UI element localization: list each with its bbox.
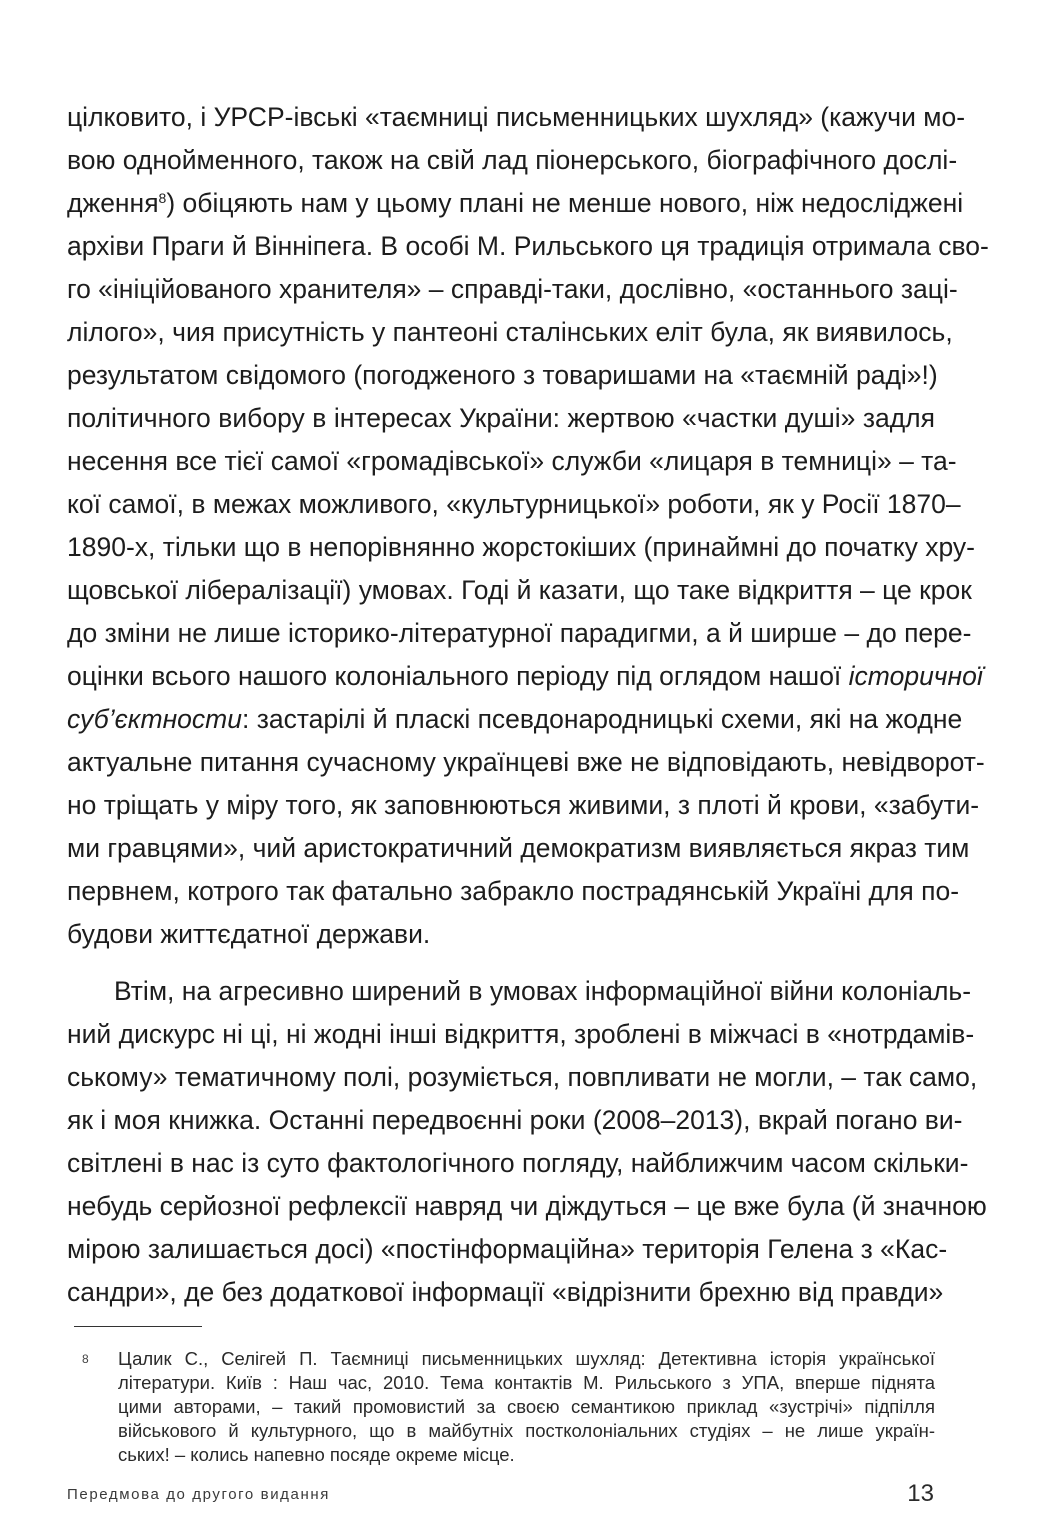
body-line: актуальне питання сучасному українцеві вже не відповідають, невідворот- [67, 747, 985, 777]
italic-emphasis: історичної [848, 661, 983, 691]
paragraph-line: світлені в нас із суто фактологічного погляду, найближчим часом скільки- [67, 1148, 969, 1178]
body-line: 1890-х, тільки що в непорівнянно жорстокіших (принаймні до початку хру- [67, 532, 975, 562]
body-line: політичного вибору в інтересах України: жертвою «частки душі» задля [67, 403, 935, 433]
footnote-line: ських! – колись напевно посяде окреме місце. [118, 1444, 515, 1465]
body-line: го «ініційованого хранителя» – справді-таки, дослівно, «останнього заці- [67, 274, 958, 304]
body-line-text: оцінки всього нашого колоніального періоду під оглядом нашої [67, 661, 849, 691]
body-line [67, 702, 963, 736]
body-line: вою однойменного, також на свій лад піонерського, біографічного дослі- [67, 145, 958, 175]
body-line: несення все тієї самої «громадівської» служби «лицаря в темниці» – та- [67, 446, 957, 476]
page-number: 13 [907, 1480, 934, 1507]
body-line: но тріщать у міру того, як заповнюються живими, з плоті й крови, «забути- [67, 790, 980, 820]
body-line: цілковито, і УРСР-івські «таємниці письменницьких шухляд» (кажучи мо- [67, 102, 966, 132]
footnote-line: військового й культурного, що в майбутніх постколоніальних студіях – не лише україн- [118, 1420, 935, 1441]
footnote-line: Цалик С., Селігей П. Таємниці письменницьких шухляд: Детективна історія української [118, 1348, 935, 1369]
paragraph-line: мірою залишається досі) «постінформаційна» територія Гелена з «Кас- [67, 1234, 948, 1264]
body-line [67, 659, 983, 693]
body-line: результатом свідомого (погодженого з товаришами на «таємній раді»!) [67, 360, 938, 390]
body-line: лілого», чия присутність у пантеоні сталінських еліт була, як виявилось, [67, 317, 953, 347]
footnote-line: літератури. Київ : Наш час, 2010. Тема контактів М. Рильського з УПА, вперше піднята [118, 1372, 935, 1393]
body-line: до зміни не лише історико-літературної парадигми, а й ширше – до пере- [67, 618, 972, 648]
body-line: архіви Праги й Вінніпега. В особі М. Рильського ця традиція отримала сво- [67, 231, 989, 261]
body-line-text: ) обіцяють нам у цьому плані не менше нового, ніж недосліджені [166, 188, 964, 218]
running-head: Передмова до другого видання [67, 1486, 330, 1503]
paragraph-line: небудь серйозної рефлексії навряд чи діждуться – це вже була (й значною [67, 1191, 987, 1221]
body-line [67, 186, 964, 220]
paragraph-line: Втім, на агресивно ширений в умовах інформаційної війни колоніаль- [114, 976, 972, 1006]
paragraph-line: як і моя книжка. Останні передвоєнні роки (2008–2013), вкрай погано ви- [67, 1105, 963, 1135]
footnote-reference[interactable]: 8 [158, 190, 167, 206]
paragraph-line: ському» тематичному полі, розуміється, повпливати не могли, – так само, [67, 1062, 978, 1092]
body-line: щовської лібералізації) умовах. Годі й казати, що таке відкриття – це крок [67, 575, 972, 605]
body-line: первнем, котрого так фатально забракло пострадянській Україні для по- [67, 876, 960, 906]
footnote-marker: 8 [82, 1352, 89, 1366]
body-line: кої самої, в межах можливого, «культурницької» роботи, як у Росії 1870– [67, 489, 961, 519]
body-line-text: дження [67, 188, 159, 218]
body-line-text: : застарілі й пласкі псевдонародницькі схеми, які на жодне [241, 704, 963, 734]
paragraph-line: сандри», де без додаткової інформації «відрізнити брехню від правди» [67, 1277, 944, 1307]
body-line: ми гравцями», чий аристократичний демократизм виявляється якраз тим [67, 833, 970, 863]
footnote-divider [74, 1326, 202, 1327]
italic-emphasis: суб’єктности [67, 704, 242, 734]
footnote-line: цими авторами, – такий промовистий за своєю семантикою приклад «зустрічі» підпілля [118, 1396, 935, 1417]
paragraph-line: ний дискурс ні ці, ні жодні інші відкриття, зроблені в міжчасі в «нотрдамів- [67, 1019, 975, 1049]
body-line: будови життєдатної держави. [67, 919, 431, 949]
